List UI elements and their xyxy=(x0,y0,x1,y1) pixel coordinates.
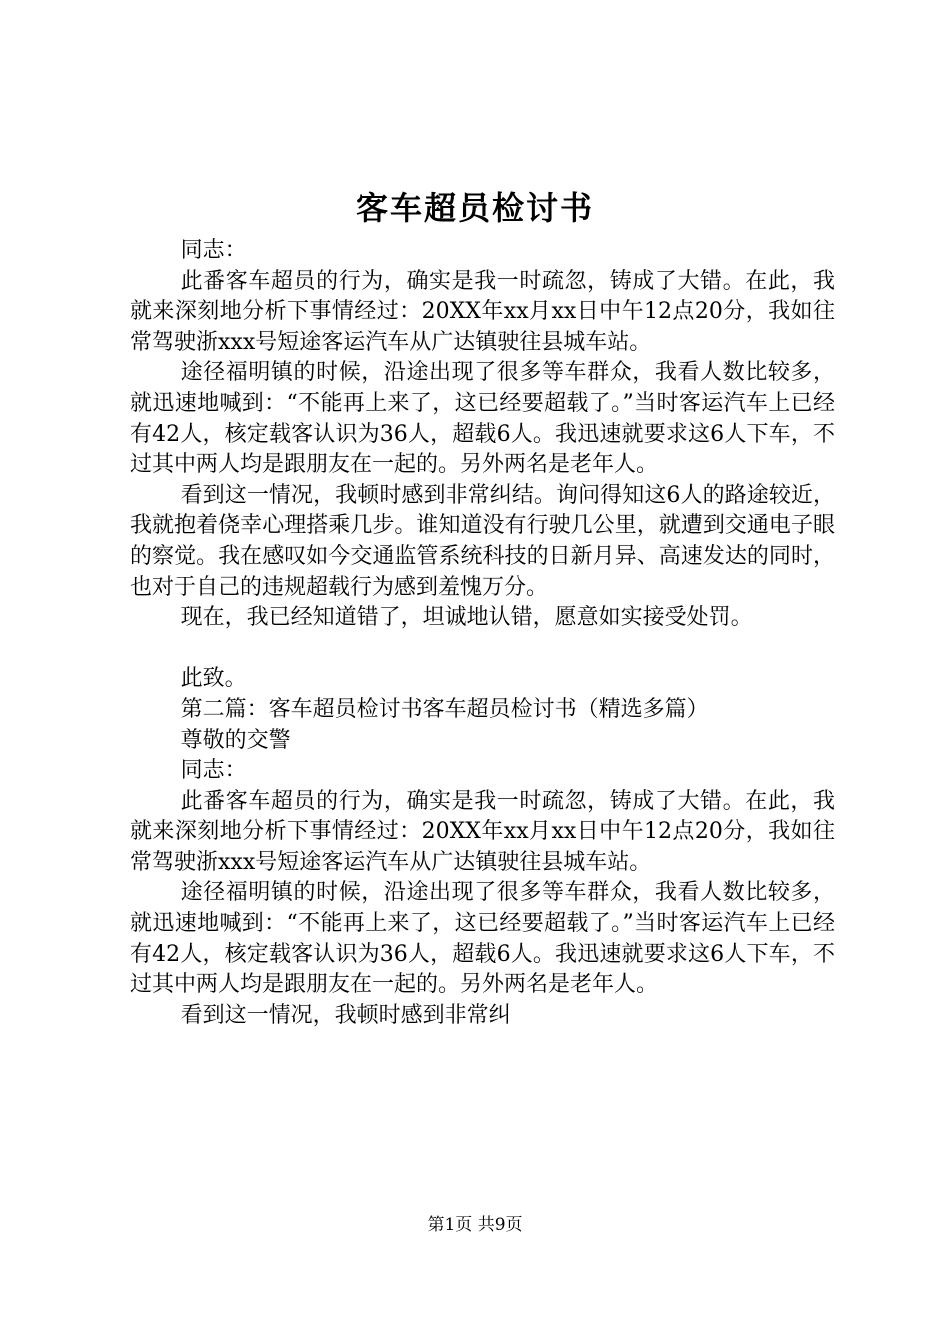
document-body xyxy=(130,236,835,1031)
paragraph: 看到这一情况，我顿时感到非常纠结。询问得知这6人的路途较近，我就抱着侥幸心理搭乘几步。谁知道没有行驶几公里，就遭到交通电子眼的察觉。我在感叹如今交通监管系统科技的日新月异、高速发达的同时，也对于自己的违规超载行为感到羞愧万分。 xyxy=(130,482,835,600)
paragraph: 此番客车超员的行为，确实是我一时疏忽，铸成了大错。在此，我就来深刻地分析下事情经过：20XX年xx月xx日中午12点20分，我如往常驾驶浙xxx号短途客运汽车从广达镇驶往县城车站。 xyxy=(130,268,835,355)
page-footer: 第1页 共9页 xyxy=(427,1215,523,1235)
paragraph: 此番客车超员的行为，确实是我一时疏忽，铸成了大错。在此，我就来深刻地分析下事情经过：20XX年xx月xx日中午12点20分，我如往常驾驶浙xxx号短途客运汽车从广达镇驶往县城车站。 xyxy=(130,788,835,875)
salutation: 同志： xyxy=(180,238,247,263)
section-heading: 第二篇：客车超员检讨书客车超员检讨书（精选多篇） xyxy=(180,696,709,722)
paragraph: 途径福明镇的时候，沿途出现了很多等车群众，我看人数比较多，就迅速地喊到：“不能再上来了，这已经要超载了。”当时客运汽车上已经有42人，核定载客认识为36人，超载6人。我迅速就要求这6人下车，不过其中两人均是跟朋友在一起的。另外两名是老年人。 xyxy=(130,360,835,478)
blank-line xyxy=(130,634,835,665)
document-title: 客车超员检讨书 xyxy=(355,189,594,227)
paragraph: 途径福明镇的时候，沿途出现了很多等车群众，我看人数比较多，就迅速地喊到：“不能再上来了，这已经要超载了。”当时客运汽车上已经有42人，核定载客认识为36人，超载6人。我迅速就要求这6人下车，不过其中两人均是跟朋友在一起的。另外两名是老年人。 xyxy=(130,880,835,998)
paragraph: 现在，我已经知道错了，坦诚地认错，愿意如实接受处罚。 xyxy=(180,605,753,631)
paragraph: 看到这一情况，我顿时感到非常纠 xyxy=(180,1002,511,1028)
salutation: 同志： xyxy=(180,758,247,784)
closing: 此致。 xyxy=(180,666,247,692)
addressee: 尊敬的交警 xyxy=(180,727,291,753)
